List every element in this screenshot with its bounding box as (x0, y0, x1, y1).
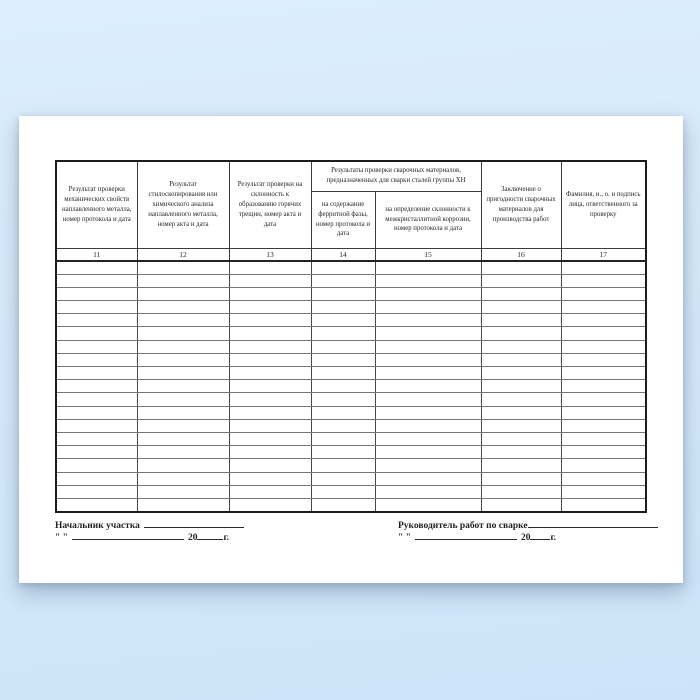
empty-cell (481, 261, 561, 274)
empty-cell (561, 314, 646, 327)
column-number-17: 17 (561, 248, 646, 261)
empty-cell (561, 261, 646, 274)
empty-cell (561, 367, 646, 380)
empty-log-row (56, 314, 646, 327)
empty-cell (375, 393, 481, 406)
empty-cell (229, 274, 311, 287)
column-number-11: 11 (56, 248, 137, 261)
empty-cell (229, 261, 311, 274)
empty-cell (375, 274, 481, 287)
column-number-13: 13 (229, 248, 311, 261)
empty-log-row (56, 446, 646, 459)
empty-cell (481, 393, 561, 406)
empty-log-row (56, 353, 646, 366)
empty-cell (229, 314, 311, 327)
empty-cell (311, 485, 375, 498)
empty-cell (481, 327, 561, 340)
empty-cell (56, 419, 137, 432)
empty-cell (311, 393, 375, 406)
empty-cell (137, 380, 229, 393)
empty-cell (311, 327, 375, 340)
empty-log-row (56, 340, 646, 353)
empty-log-row (56, 485, 646, 498)
empty-cell (137, 340, 229, 353)
empty-cell (375, 498, 481, 511)
empty-cell (56, 432, 137, 445)
empty-cell (137, 498, 229, 511)
empty-log-row (56, 406, 646, 419)
col-header-13: Результат проверки на склонность к образованию горячих трещин, номер акта и дата (229, 161, 311, 248)
empty-cell (56, 327, 137, 340)
empty-cell (137, 261, 229, 274)
empty-cell (229, 498, 311, 511)
empty-cell (56, 446, 137, 459)
empty-cell (375, 353, 481, 366)
empty-cell (137, 301, 229, 314)
empty-cell (137, 353, 229, 366)
empty-cell (561, 287, 646, 300)
empty-cell (137, 393, 229, 406)
col-header-17: Фамилия, и., о. и подпись лица, ответственного за проверку (561, 161, 646, 248)
empty-cell (229, 419, 311, 432)
date-line (415, 530, 517, 540)
column-number-15: 15 (375, 248, 481, 261)
year-line (530, 530, 550, 540)
empty-cell (311, 446, 375, 459)
column-number-row (56, 248, 646, 261)
empty-log-row (56, 472, 646, 485)
empty-cell (311, 432, 375, 445)
empty-cell (311, 340, 375, 353)
empty-cell (137, 274, 229, 287)
empty-log-row (56, 432, 646, 445)
empty-cell (481, 459, 561, 472)
empty-cell (137, 327, 229, 340)
empty-log-row (56, 393, 646, 406)
year-prefix: 20 (520, 533, 531, 543)
empty-cell (481, 432, 561, 445)
empty-log-row (56, 261, 646, 274)
document-page (19, 116, 683, 583)
empty-cell (481, 340, 561, 353)
empty-cell (56, 301, 137, 314)
empty-cell (137, 287, 229, 300)
empty-cell (561, 353, 646, 366)
empty-cell (481, 419, 561, 432)
empty-cell (56, 353, 137, 366)
empty-cell (561, 327, 646, 340)
welding-materials-log-table (55, 160, 647, 513)
empty-cell (56, 340, 137, 353)
empty-cell (375, 367, 481, 380)
empty-cell (137, 419, 229, 432)
empty-cell (56, 261, 137, 274)
empty-cell (311, 498, 375, 511)
empty-cell (375, 261, 481, 274)
year-suffix: г. (223, 533, 230, 543)
column-number-14: 14 (311, 248, 375, 261)
empty-cell (375, 327, 481, 340)
empty-cell (229, 432, 311, 445)
empty-log-row (56, 301, 646, 314)
empty-cell (56, 485, 137, 498)
empty-cell (311, 261, 375, 274)
empty-cell (229, 472, 311, 485)
empty-cell (311, 287, 375, 300)
empty-log-row (56, 274, 646, 287)
section-chief-label: Начальник участка (55, 521, 140, 531)
empty-cell (56, 287, 137, 300)
empty-cell (311, 406, 375, 419)
empty-cell (137, 432, 229, 445)
empty-cell (56, 380, 137, 393)
col-header-14: на содержание ферритной фазы, номер протокола и дата (311, 191, 375, 248)
col-header-11: Результат проверки механических свойств наплавленного металла, номер протокола и дата (56, 161, 137, 248)
empty-cell (375, 419, 481, 432)
empty-cell (229, 327, 311, 340)
year-prefix: 20 (187, 533, 198, 543)
empty-cell (311, 353, 375, 366)
empty-cell (561, 406, 646, 419)
empty-cell (375, 340, 481, 353)
date-quotes: " " (55, 533, 68, 543)
empty-cell (561, 498, 646, 511)
signature-block-section-chief (55, 518, 244, 542)
table-body (56, 261, 646, 512)
empty-cell (375, 472, 481, 485)
signature-block-welding-supervisor (398, 518, 658, 542)
empty-cell (481, 367, 561, 380)
empty-cell (375, 406, 481, 419)
empty-cell (311, 380, 375, 393)
empty-cell (137, 485, 229, 498)
empty-cell (311, 459, 375, 472)
col-header-12: Результат стилоскопирования или химического анализа наплавленного металла, номер акта и дата (137, 161, 229, 248)
empty-log-row (56, 419, 646, 432)
empty-cell (561, 380, 646, 393)
empty-cell (481, 485, 561, 498)
empty-cell (481, 274, 561, 287)
empty-cell (56, 393, 137, 406)
empty-cell (229, 485, 311, 498)
empty-cell (311, 367, 375, 380)
empty-cell (561, 459, 646, 472)
empty-cell (561, 446, 646, 459)
empty-cell (561, 432, 646, 445)
empty-cell (561, 393, 646, 406)
empty-cell (229, 406, 311, 419)
year-line (197, 530, 223, 540)
column-number-16: 16 (481, 248, 561, 261)
empty-cell (481, 446, 561, 459)
empty-cell (375, 485, 481, 498)
empty-cell (56, 459, 137, 472)
empty-log-row (56, 327, 646, 340)
empty-cell (481, 314, 561, 327)
empty-cell (481, 406, 561, 419)
col-header-16: Заключение о пригодности сварочных материалов для производства работ (481, 161, 561, 248)
empty-cell (375, 301, 481, 314)
empty-cell (375, 432, 481, 445)
date-line (72, 530, 184, 540)
empty-cell (481, 472, 561, 485)
year-suffix: г. (550, 533, 557, 543)
date-quotes: " " (398, 533, 411, 543)
empty-cell (481, 301, 561, 314)
empty-cell (561, 472, 646, 485)
empty-cell (229, 459, 311, 472)
empty-log-row (56, 287, 646, 300)
empty-cell (375, 446, 481, 459)
welding-supervisor-label: Руководитель работ по сварке (398, 521, 528, 531)
empty-log-row (56, 459, 646, 472)
empty-cell (311, 301, 375, 314)
empty-cell (137, 472, 229, 485)
empty-cell (56, 274, 137, 287)
empty-cell (56, 406, 137, 419)
empty-cell (56, 367, 137, 380)
empty-cell (229, 287, 311, 300)
empty-cell (481, 498, 561, 511)
empty-cell (229, 301, 311, 314)
col-header-group-14-15: Результаты проверки сварочных материалов, предназначенных для сварки сталей группы ХН (311, 161, 481, 191)
empty-cell (311, 419, 375, 432)
col-header-15: на определение склонности к межкристаллитной коррозии, номер протокола и дата (375, 191, 481, 248)
column-number-12: 12 (137, 248, 229, 261)
empty-cell (561, 340, 646, 353)
empty-cell (561, 419, 646, 432)
empty-cell (561, 301, 646, 314)
empty-log-row (56, 380, 646, 393)
empty-cell (481, 353, 561, 366)
section-chief-signature-line (144, 518, 244, 528)
empty-log-row (56, 498, 646, 511)
empty-cell (229, 380, 311, 393)
empty-cell (229, 367, 311, 380)
empty-cell (56, 472, 137, 485)
empty-cell (481, 287, 561, 300)
empty-cell (229, 446, 311, 459)
empty-cell (311, 314, 375, 327)
empty-cell (137, 446, 229, 459)
empty-cell (311, 472, 375, 485)
empty-cell (229, 340, 311, 353)
empty-cell (137, 459, 229, 472)
welding-supervisor-signature-line (528, 518, 658, 528)
empty-cell (561, 274, 646, 287)
empty-cell (375, 459, 481, 472)
empty-cell (137, 314, 229, 327)
empty-cell (375, 287, 481, 300)
empty-cell (375, 314, 481, 327)
empty-cell (56, 314, 137, 327)
empty-cell (375, 380, 481, 393)
empty-cell (137, 367, 229, 380)
empty-cell (561, 485, 646, 498)
empty-cell (229, 393, 311, 406)
empty-cell (229, 353, 311, 366)
empty-cell (481, 380, 561, 393)
header-row (56, 161, 646, 191)
empty-cell (311, 274, 375, 287)
empty-log-row (56, 367, 646, 380)
empty-cell (56, 498, 137, 511)
empty-cell (137, 406, 229, 419)
